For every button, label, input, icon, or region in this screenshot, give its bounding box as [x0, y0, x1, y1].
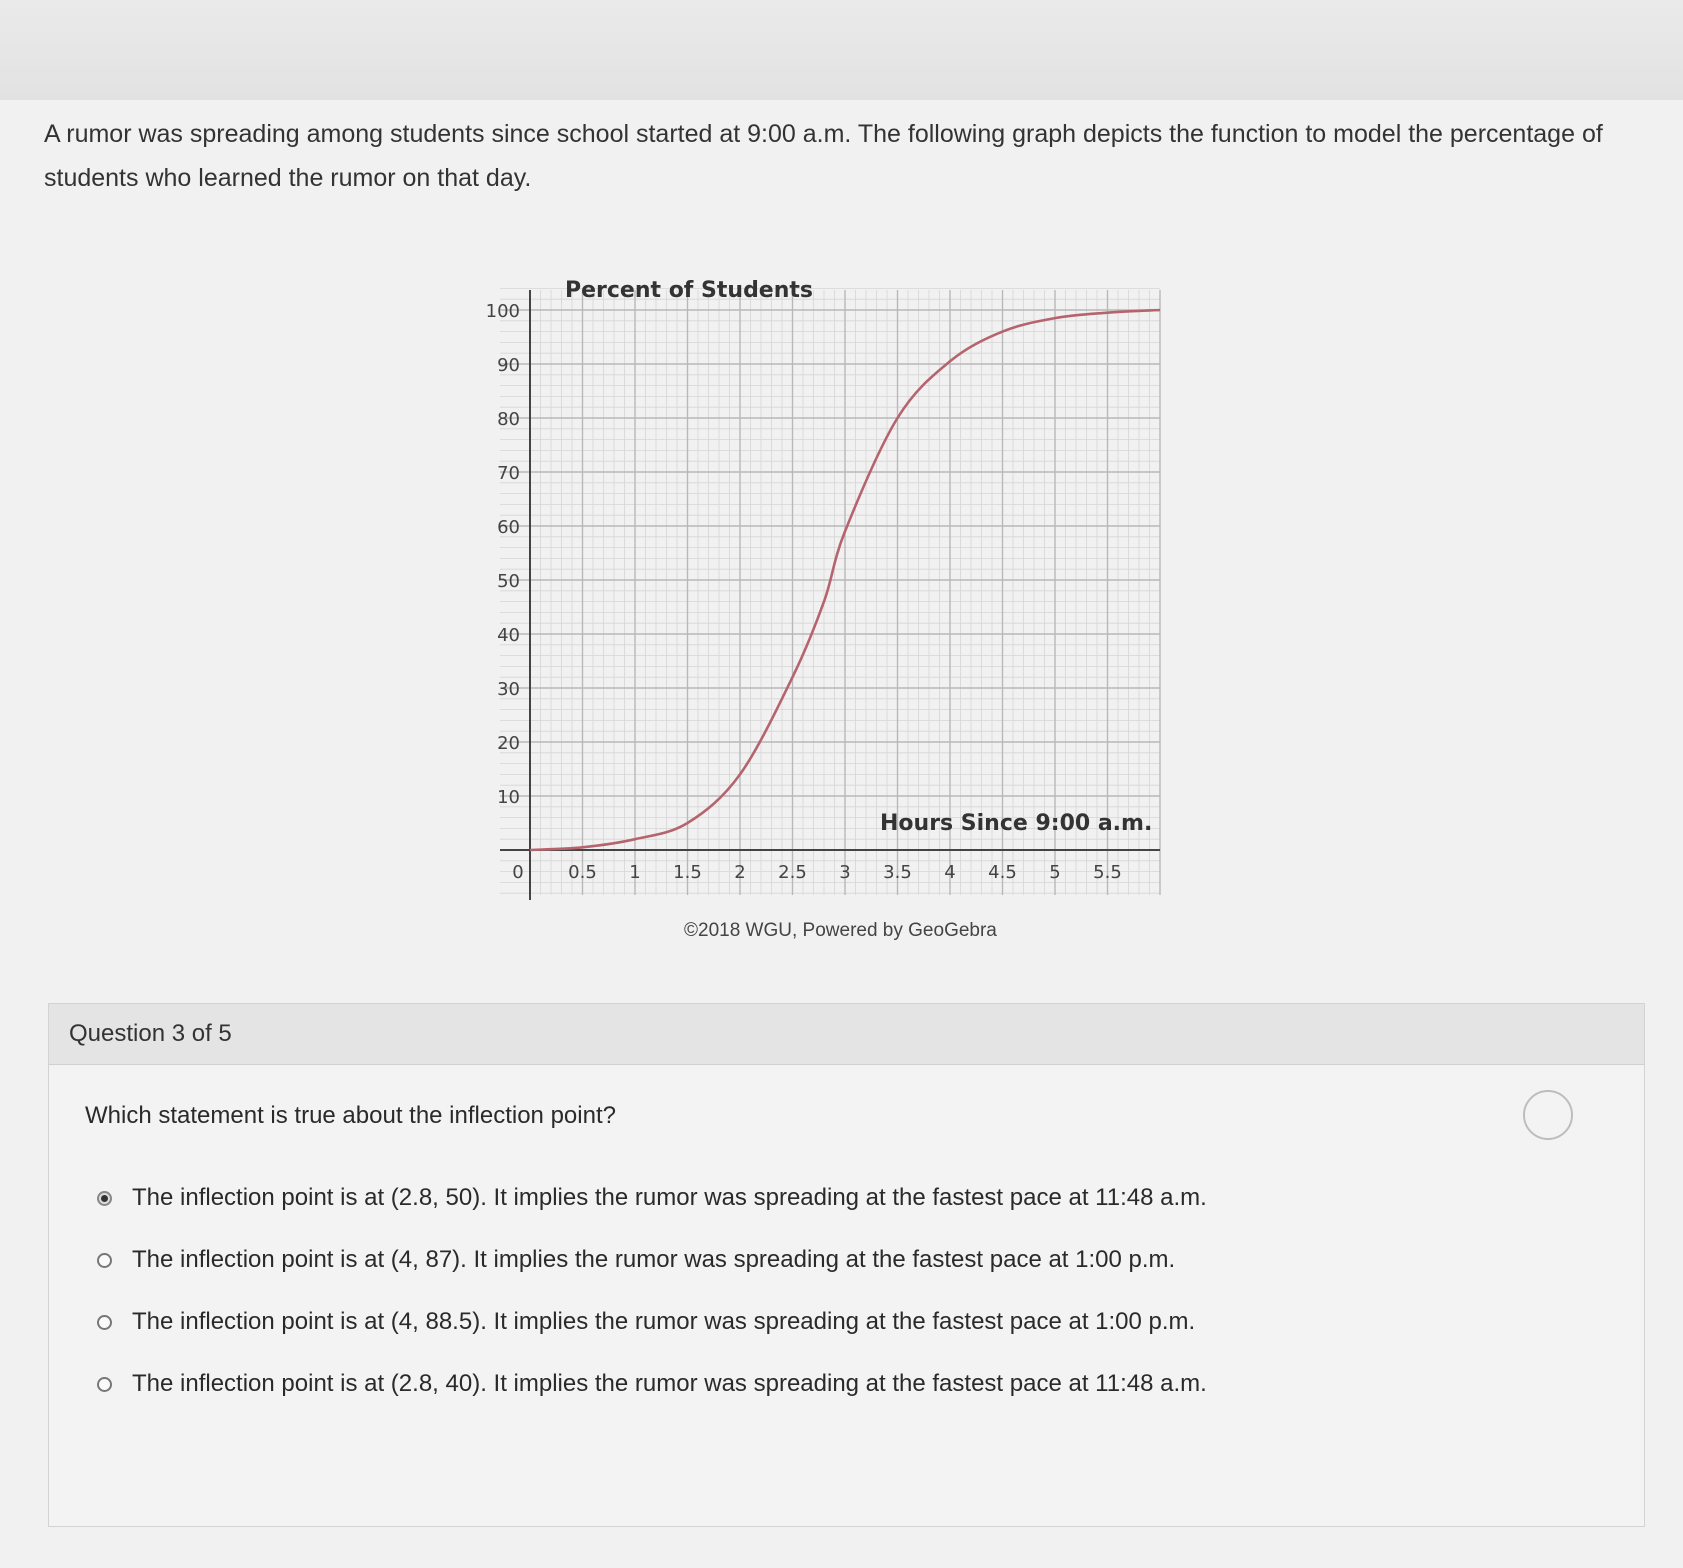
x-tick-label: 5.5 [1093, 862, 1122, 883]
question-counter: Question 3 of 5 [69, 1020, 232, 1047]
radio-button[interactable] [97, 1191, 112, 1206]
x-tick-label: 2.5 [778, 862, 807, 883]
x-tick-label: 3.5 [883, 862, 912, 883]
y-tick-label: 60 [497, 517, 520, 538]
x-tick-label: 1.5 [673, 862, 702, 883]
rumor-chart [485, 270, 1210, 910]
y-tick-label: 30 [497, 679, 520, 700]
x-tick-label: 2 [734, 862, 746, 883]
x-tick-label: 1 [629, 862, 641, 883]
y-tick-label: 90 [497, 355, 520, 376]
radio-button[interactable] [97, 1253, 112, 1268]
y-tick-label: 40 [497, 625, 520, 646]
answer-option-label: The inflection point is at (4, 87). It implies the rumor was spreading at the fastest pace at 1:00 p.m. [132, 1246, 1176, 1273]
x-tick-label: 3 [839, 862, 851, 883]
y-tick-label: 80 [497, 409, 520, 430]
answer-option-label: The inflection point is at (2.8, 50). It implies the rumor was spreading at the fastest pace at 11:48 a.m. [132, 1184, 1207, 1211]
x-tick-label: 4 [944, 862, 956, 883]
answer-option-label: The inflection point is at (2.8, 40). It implies the rumor was spreading at the fastest pace at 11:48 a.m. [132, 1370, 1207, 1397]
y-tick-label: 100 [485, 301, 520, 322]
y-tick-label: 20 [497, 733, 520, 754]
answer-option-2[interactable] [97, 1240, 1577, 1280]
chart-axes [500, 290, 1160, 900]
y-tick-label: 50 [497, 571, 520, 592]
chart-grid [500, 288, 1160, 895]
question-panel [48, 1003, 1645, 1527]
radio-button[interactable] [97, 1377, 112, 1392]
y-tick-label: 10 [497, 787, 520, 808]
chart-credit: ©2018 WGU, Powered by GeoGebra [684, 920, 997, 941]
answer-option-4[interactable] [97, 1364, 1577, 1404]
intro-text: A rumor was spreading among students since school started at 9:00 a.m. The following graph depicts the function to model the percentage of students who learned the rumor on that day. [44, 120, 1603, 192]
y-axis-label: Percent of Students [565, 278, 814, 303]
x-tick-label: 5 [1049, 862, 1061, 883]
question-prompt: Which statement is true about the inflection point? [85, 1102, 616, 1129]
y-tick-label: 70 [497, 463, 520, 484]
answer-option-1[interactable] [97, 1178, 1577, 1218]
top-strip [0, 0, 1683, 100]
answer-option-label: The inflection point is at (4, 88.5). It implies the rumor was spreading at the fastest pace at 1:00 p.m. [132, 1308, 1196, 1335]
radio-button[interactable] [97, 1315, 112, 1330]
question-header [49, 1004, 1644, 1065]
flag-circle-icon[interactable] [1523, 1090, 1573, 1140]
x-tick-label: 0 [512, 862, 524, 883]
answer-option-3[interactable] [97, 1302, 1577, 1342]
x-axis-label: Hours Since 9:00 a.m. [880, 811, 1153, 836]
x-tick-label: 4.5 [988, 862, 1017, 883]
x-tick-label: 0.5 [568, 862, 597, 883]
chart-container [485, 270, 1210, 910]
